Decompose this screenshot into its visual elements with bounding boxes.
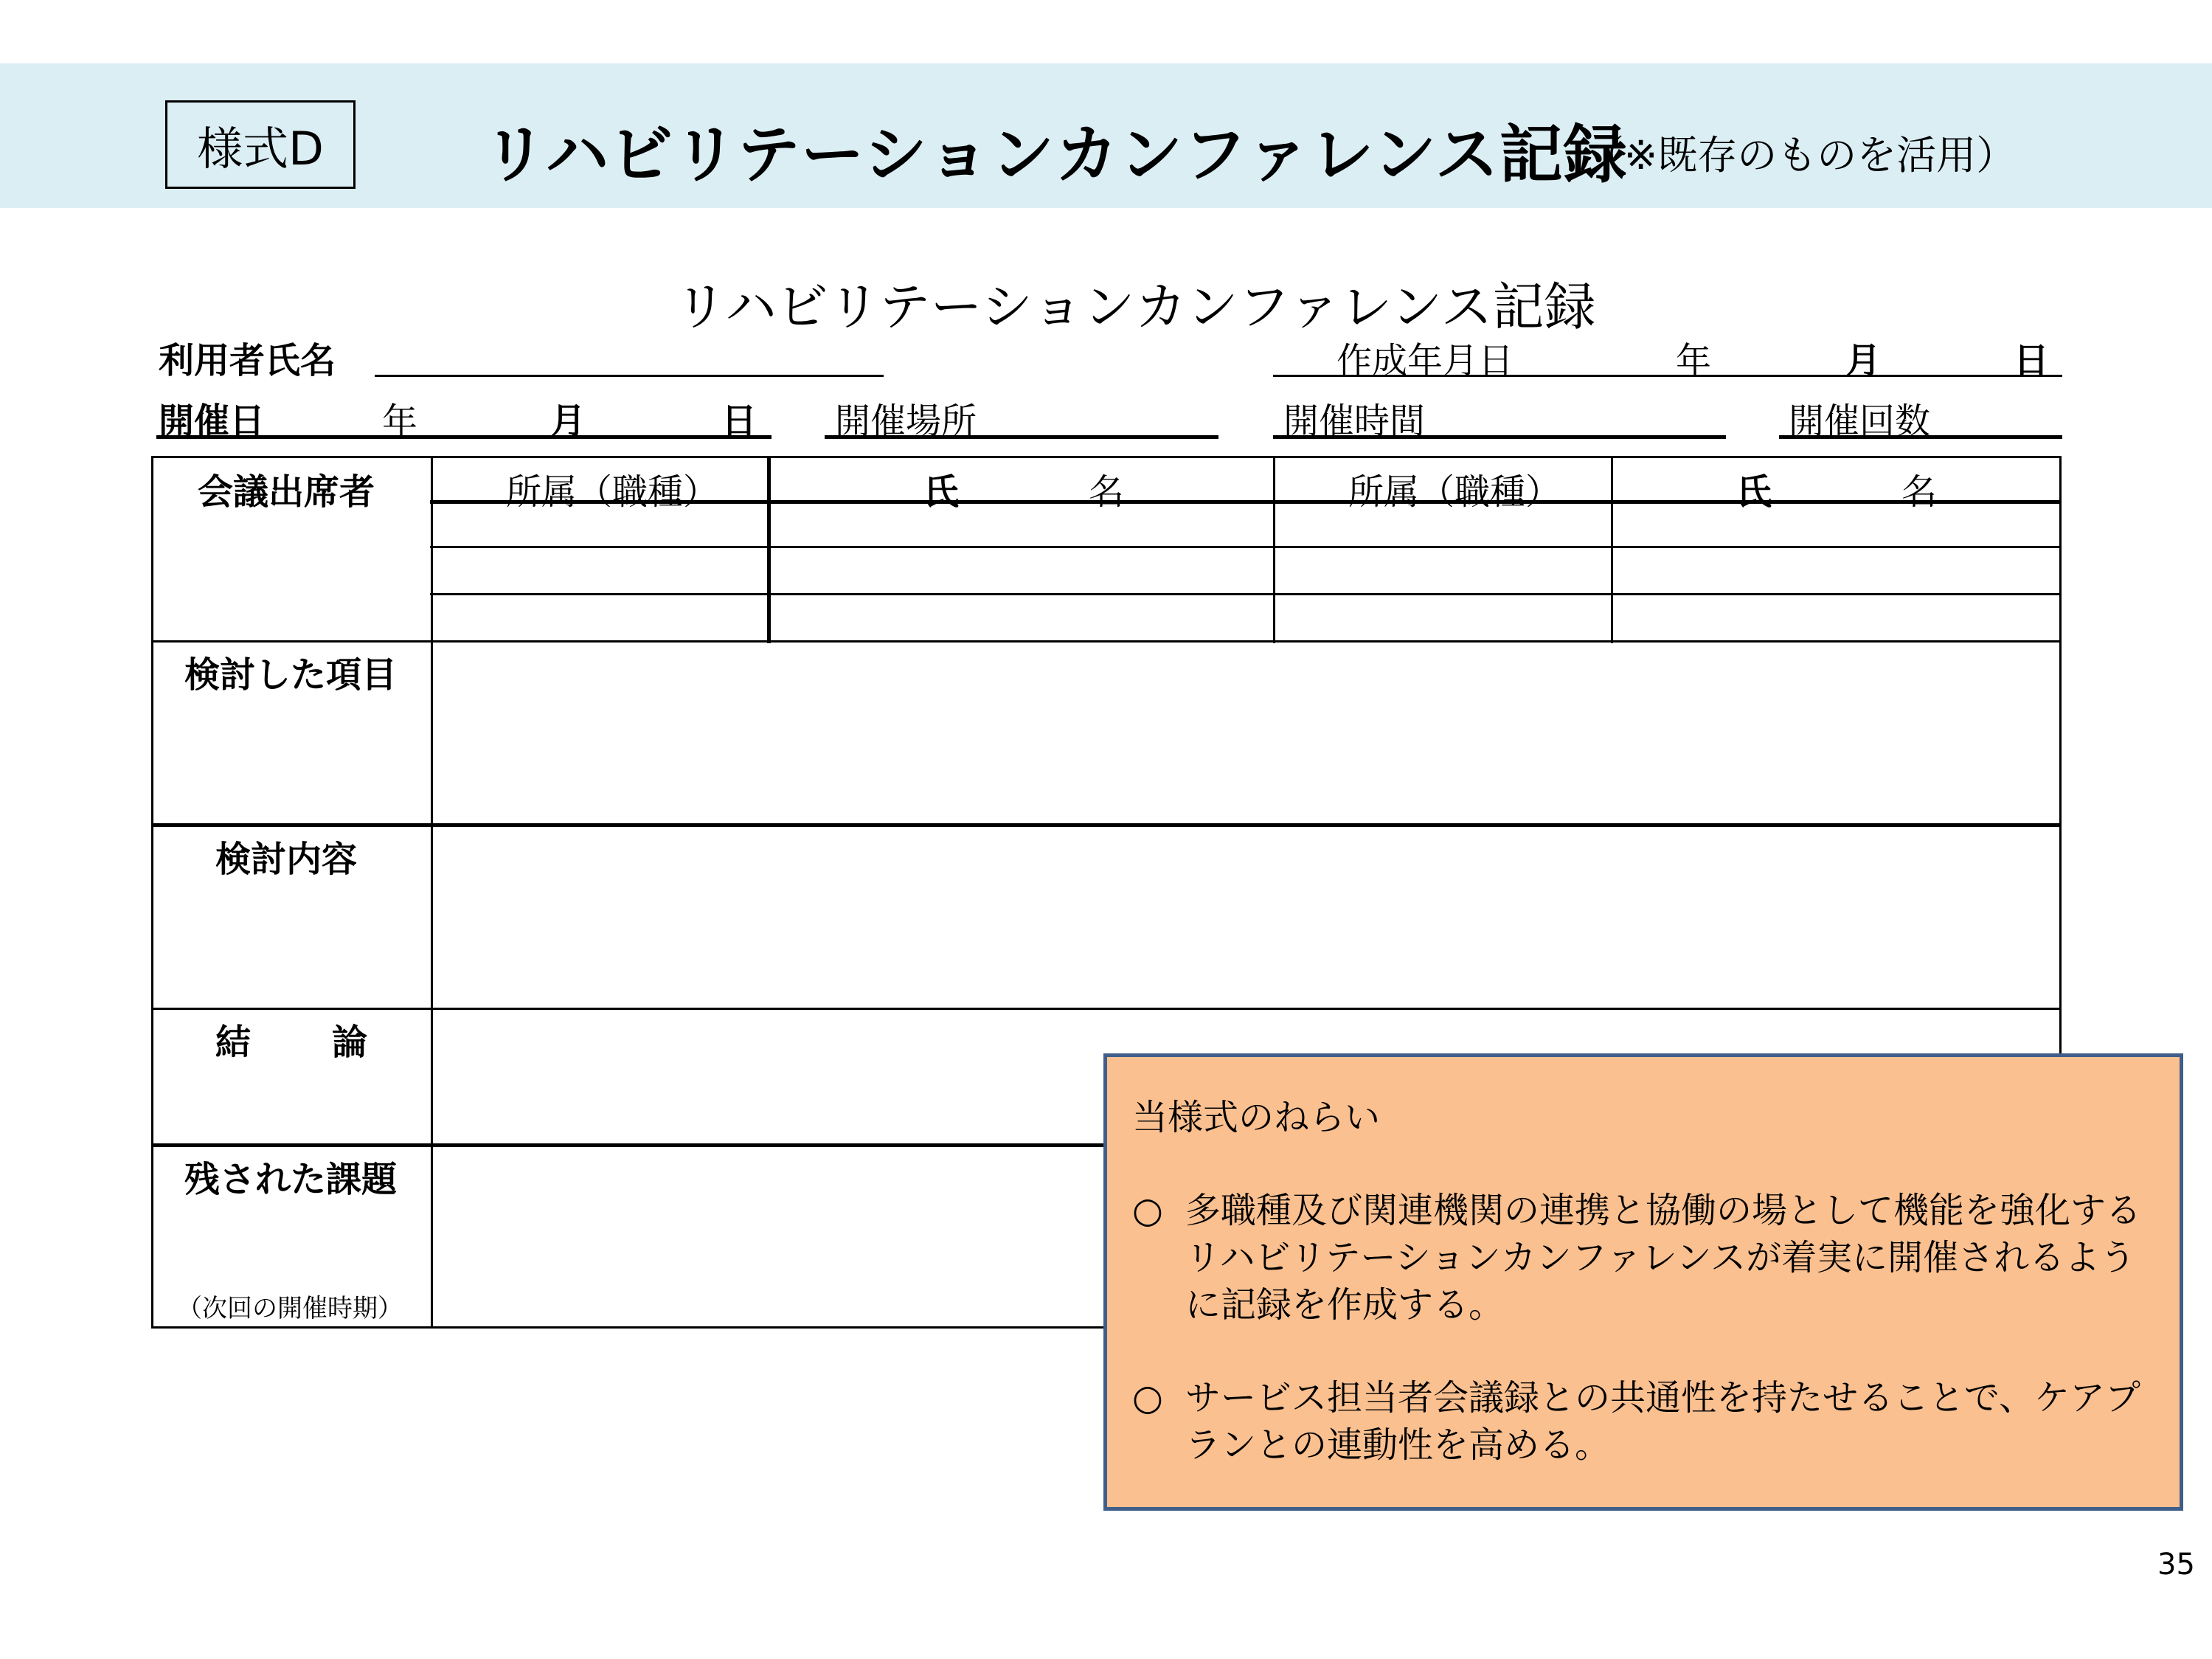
aim-item	[1132, 1374, 2150, 1469]
held-day-label: 日	[721, 401, 757, 442]
name-header-2-a: 氏	[1736, 471, 1772, 513]
aim-item-text: サービス担当者会議録との共通性を持たせることで、ケアプランとの連動性を高める。	[1185, 1377, 2141, 1466]
content-label: 検討内容	[215, 839, 358, 880]
conclusion-label-a: 結	[215, 1022, 252, 1063]
aim-callout	[1103, 1053, 2183, 1511]
section-divider	[151, 823, 2062, 827]
aim-item-text: 多職種及び関連機関の連携と協働の場として機能を強化するリハビリテーションカンファレンスが着実に開催されるように記録を作成する。	[1185, 1190, 2142, 1326]
attendees-label: 会議出席者	[198, 471, 375, 513]
style-label: 様式D	[197, 121, 324, 176]
attendee-column-divider	[767, 456, 771, 643]
conclusion-label-b: 論	[332, 1022, 368, 1063]
user-name-label: 利用者氏名	[159, 340, 336, 381]
title-note: （※既存のものを活用）	[1584, 132, 2017, 179]
held-date-field[interactable]	[156, 435, 772, 439]
aim-heading: 当様式のねらい	[1132, 1097, 1381, 1138]
held-date-label: 開催日	[159, 401, 266, 442]
name-header-1-a: 氏	[923, 471, 960, 513]
label-column-divider	[431, 456, 433, 1329]
circle-bullet-icon: ○	[1132, 1190, 1163, 1231]
affiliation-header-1: 所属（職種）	[506, 471, 719, 513]
page-number: 35	[2157, 1548, 2195, 1582]
created-year-label: 年	[1676, 340, 1712, 381]
affiliation-header-2: 所属（職種）	[1348, 471, 1561, 513]
held-time-label: 開催時間	[1283, 401, 1426, 442]
name-header-1-b: 名	[1089, 471, 1125, 513]
aim-item	[1132, 1187, 2150, 1329]
held-time-field[interactable]	[1273, 435, 1726, 439]
venue-label: 開催場所	[835, 401, 977, 442]
held-count-label: 開催回数	[1789, 401, 1931, 442]
venue-field[interactable]	[825, 435, 1218, 439]
created-month-label: 月	[1845, 340, 1882, 381]
created-day-label: 日	[2014, 340, 2050, 381]
section-divider	[151, 640, 2062, 643]
held-count-field[interactable]	[1779, 435, 2062, 439]
next-session-label: （次回の開催時期）	[177, 1294, 403, 1323]
items-label: 検討した項目	[184, 654, 398, 696]
user-name-field[interactable]	[375, 375, 884, 377]
form-title: リハビリテーションカンファレンス記録	[675, 277, 1596, 337]
circle-bullet-icon: ○	[1132, 1377, 1163, 1419]
attendee-row-line	[430, 546, 2062, 548]
name-header-2-b: 名	[1901, 471, 1938, 513]
style-label-box	[165, 100, 356, 189]
section-divider	[151, 1008, 2062, 1010]
attendee-row-line	[430, 593, 2062, 595]
remaining-issues-label: 残された課題	[184, 1159, 398, 1200]
created-date-label: 作成年月日	[1336, 340, 1514, 381]
attendee-column-divider	[1273, 456, 1275, 643]
page-title: リハビリテーションカンファレンス記録	[483, 118, 1628, 192]
attendee-column-divider	[1611, 456, 1613, 643]
created-date-field[interactable]	[1273, 375, 2062, 377]
held-month-label: 月	[550, 401, 586, 442]
held-year-label: 年	[382, 401, 418, 442]
